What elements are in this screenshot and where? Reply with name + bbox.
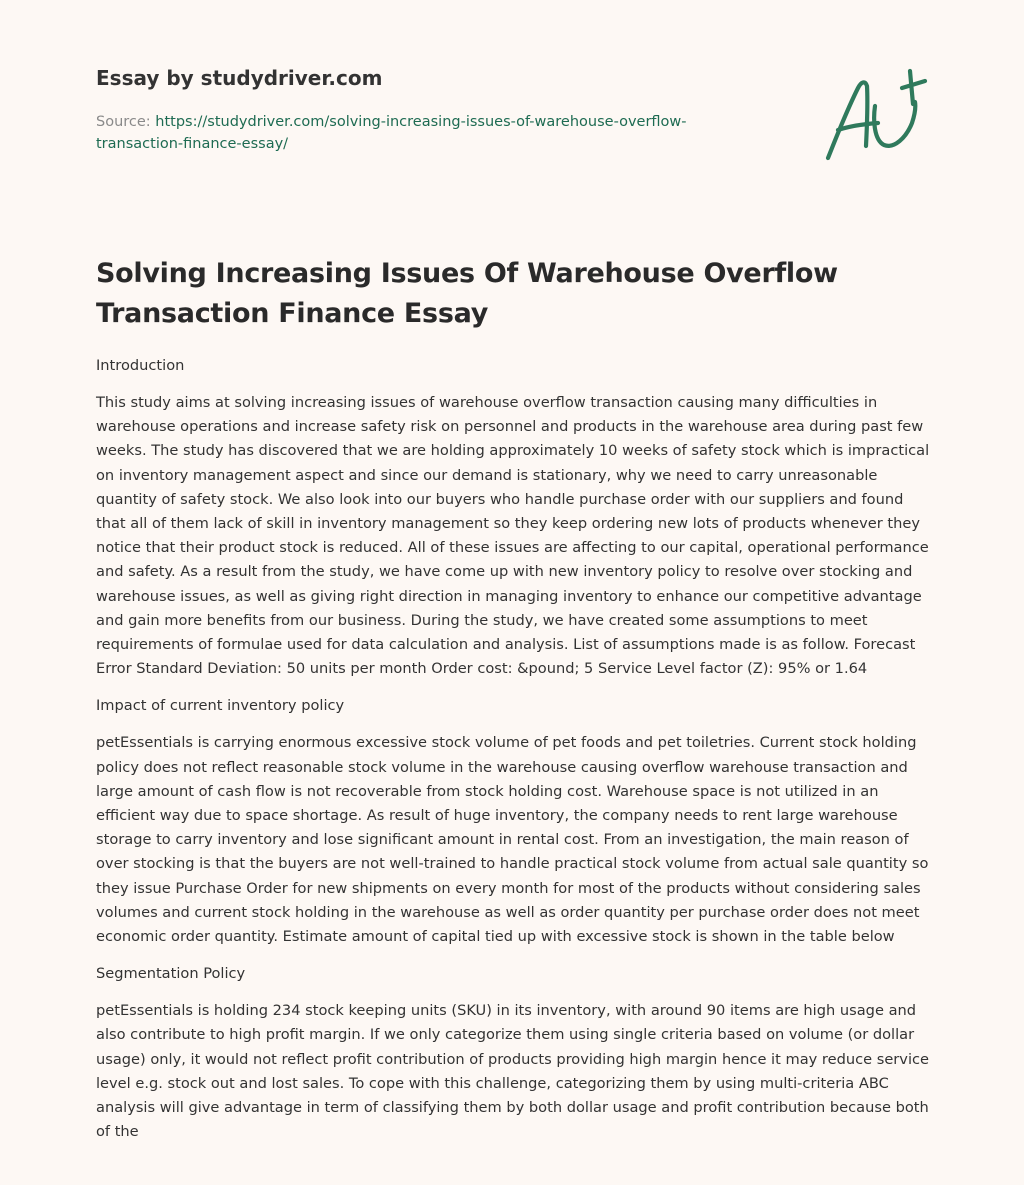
section-body-introduction: This study aims at solving increasing issues of warehouse overflow transaction causing many difficulties in warehouse operations and increase safety risk on personnel and products in the warehouse area during past few weeks. The study has discovered that we are holding approximately 10 weeks of safety stock which is impractical on inventory management aspect and since our demand is stationary, why we need to carry unreasonable quantity of safety stock. We also look into our buyers who handle purchase order with our suppliers and found that all of them lack of skill in inventory management so they keep ordering new lots of products whenever they notice that their product stock is reduced. All of these issues are affecting to our capital, operational performance and safety. As a result from the study, we have come up with new inventory policy to resolve over stocking and warehouse issues, as well as giving right direction in managing inventory to enhance our competitive advantage and gain more benefits from our business. During the study, we have created some assumptions to meet requirements of formulae used for data calculation and analysis. List of assumptions made is as follow. Forecast Error Standard Deviation: 50 units per month Order cost: &pound; 5 Service Level factor (Z): 95% or 1.64 <box>96 394 930 678</box>
section-heading-segmentation: Segmentation Policy <box>96 965 246 983</box>
section-heading-introduction: Introduction <box>96 357 185 374</box>
essay-title: Solving Increasing Issues Of Warehouse Overflow Transaction Finance Essay <box>96 258 838 329</box>
section-body-impact: petEssentials is carrying enormous excessive stock volume of pet foods and pet toiletries. Current stock holding policy does not reflect reasonable stock volume in the warehouse causing overflow warehouse transaction and large amount of cash flow is not recoverable from stock holding cost. Warehouse space is not utilized in an efficient way due to space shortage. As result of huge inventory, the company needs to rent large warehouse storage to carry inventory and lose significant amount in rental cost. From an investigation, the main reason of over stocking is that the buyers are not well-trained to handle practical stock volume from actual sale quantity so they issue Purchase Order for new shipments on every month for most of the products without considering sales volumes and current stock holding in the warehouse as well as order quantity per purchase order does not meet economic order quantity. Estimate amount of capital tied up with excessive stock is shown in the table below <box>96 734 929 946</box>
essay-content <box>96 354 930 1157</box>
section-heading-impact: Impact of current inventory policy <box>96 697 345 715</box>
source-link[interactable]: https://studydriver.com/solving-increasing-issues-of-warehouse-overflow-transaction-finance-essay/ <box>96 114 687 152</box>
source-line <box>96 111 736 155</box>
source-label: Source: <box>96 114 151 130</box>
section-body-segmentation: petEssentials is holding 234 stock keeping units (SKU) in its inventory, with around 90 items are high usage and also contribute to high profit margin. If we only categorize them using single criteria based on volume (or dollar usage) only, it would not reflect profit contribution of products providing high margin hence it may reduce service level e.g. stock out and lost sales. To cope with this challenge, categorizing them by using multi-criteria ABC analysis will give advantage in term of classifying them by both dollar usage and profit contribution because both of the <box>96 1002 929 1141</box>
a-plus-logo-icon <box>822 68 928 164</box>
site-title: Essay by studydriver.com <box>96 66 383 90</box>
